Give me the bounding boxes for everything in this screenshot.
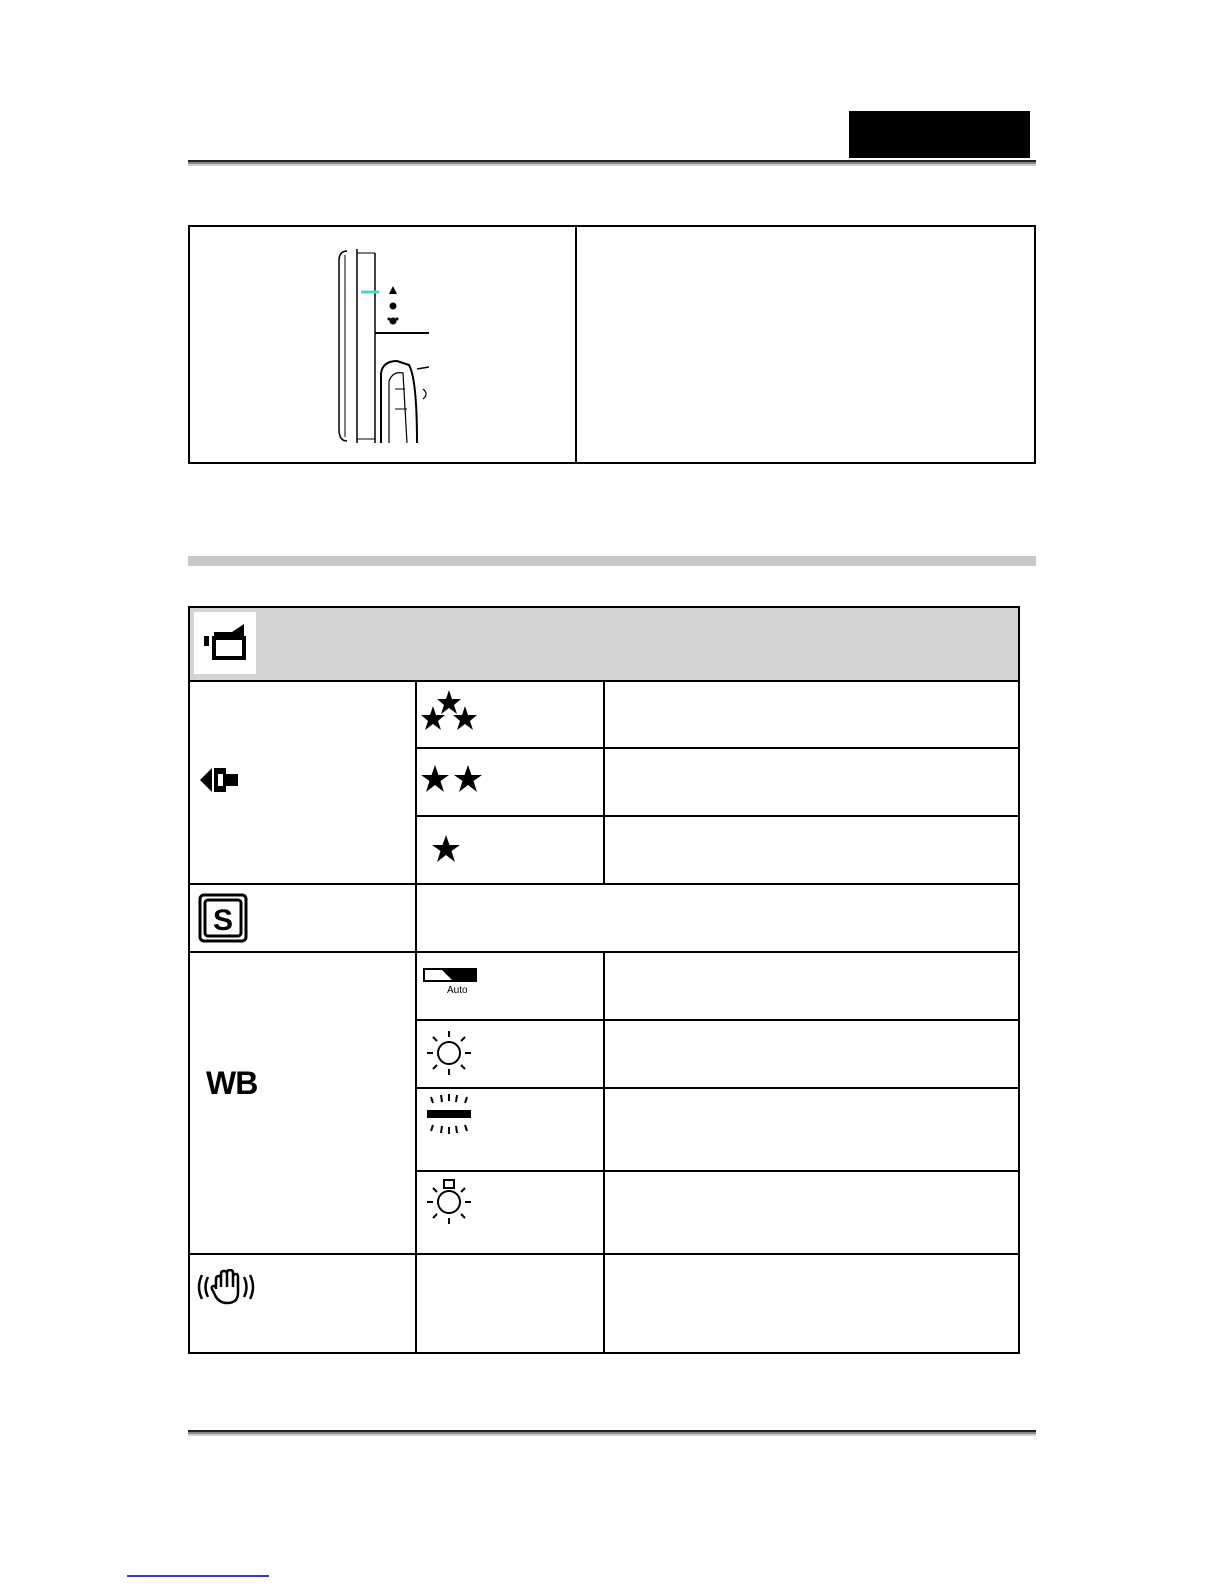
quality-options [417, 682, 1018, 883]
white-balance-option-icon-cell [417, 953, 605, 1019]
quality-label-cell [190, 682, 417, 883]
white-balance-option-description [605, 1172, 1018, 1253]
one-star-icon [431, 835, 461, 865]
anti-shake-icon [196, 1269, 256, 1305]
switch-image-cell [190, 227, 577, 462]
anti-shake-row [190, 1253, 1018, 1352]
quality-icon [200, 764, 242, 796]
switch-table [188, 225, 1036, 464]
white-balance-option-row [417, 1087, 1018, 1170]
wb-auto-icon [423, 967, 479, 997]
white-balance-label-cell [190, 953, 417, 1253]
wb-tungsten-icon [423, 1178, 475, 1228]
quality-option-icon-cell [417, 682, 605, 747]
header-icon-box [194, 612, 256, 674]
quality-option-row [417, 815, 1018, 883]
camera-side-switch-diagram [337, 249, 429, 443]
white-balance-option-icon-cell [417, 1021, 605, 1087]
switch-description-cell [577, 227, 1034, 462]
white-balance-option-row [417, 1170, 1018, 1253]
quality-option-row [417, 682, 1018, 747]
quality-option-row [417, 747, 1018, 815]
scene-description [417, 885, 1018, 951]
quality-option-icon-cell [417, 749, 605, 815]
wb-fluorescent-icon [423, 1093, 475, 1135]
quality-row [190, 680, 1018, 883]
white-balance-label: WB [206, 1065, 258, 1101]
settings-header-row [190, 608, 1018, 680]
settings-table [188, 606, 1020, 1354]
section-divider [188, 556, 1036, 566]
quality-option-icon-cell [417, 817, 605, 883]
anti-shake-description [605, 1255, 1018, 1352]
white-balance-option-icon-cell [417, 1172, 605, 1253]
svg-text:S: S [212, 904, 234, 937]
language-tab [849, 111, 1030, 158]
white-balance-option-description [605, 953, 1018, 1019]
white-balance-row [190, 951, 1018, 1253]
three-stars-icon [421, 690, 477, 732]
white-balance-option-description [605, 1089, 1018, 1170]
scene-s-icon [198, 893, 248, 943]
video-camera-icon [204, 624, 248, 662]
quality-option-description [605, 749, 1018, 815]
wb-auto-caption: Auto [447, 985, 468, 996]
white-balance-option-row [417, 1019, 1018, 1087]
footer-rule [188, 1430, 1036, 1436]
white-balance-options [417, 953, 1018, 1253]
quality-option-description [605, 817, 1018, 883]
footer-link-underline[interactable] [127, 1575, 269, 1577]
two-stars-icon [421, 765, 483, 795]
wb-daylight-icon [423, 1029, 475, 1077]
anti-shake-option-cell [417, 1255, 605, 1352]
quality-option-description [605, 682, 1018, 747]
white-balance-option-icon-cell [417, 1089, 605, 1170]
header-rule [188, 160, 1036, 166]
scene-row [190, 883, 1018, 951]
white-balance-option-description [605, 1021, 1018, 1087]
scene-label-cell [190, 885, 417, 951]
white-balance-option-row [417, 953, 1018, 1019]
anti-shake-label-cell [190, 1255, 417, 1352]
